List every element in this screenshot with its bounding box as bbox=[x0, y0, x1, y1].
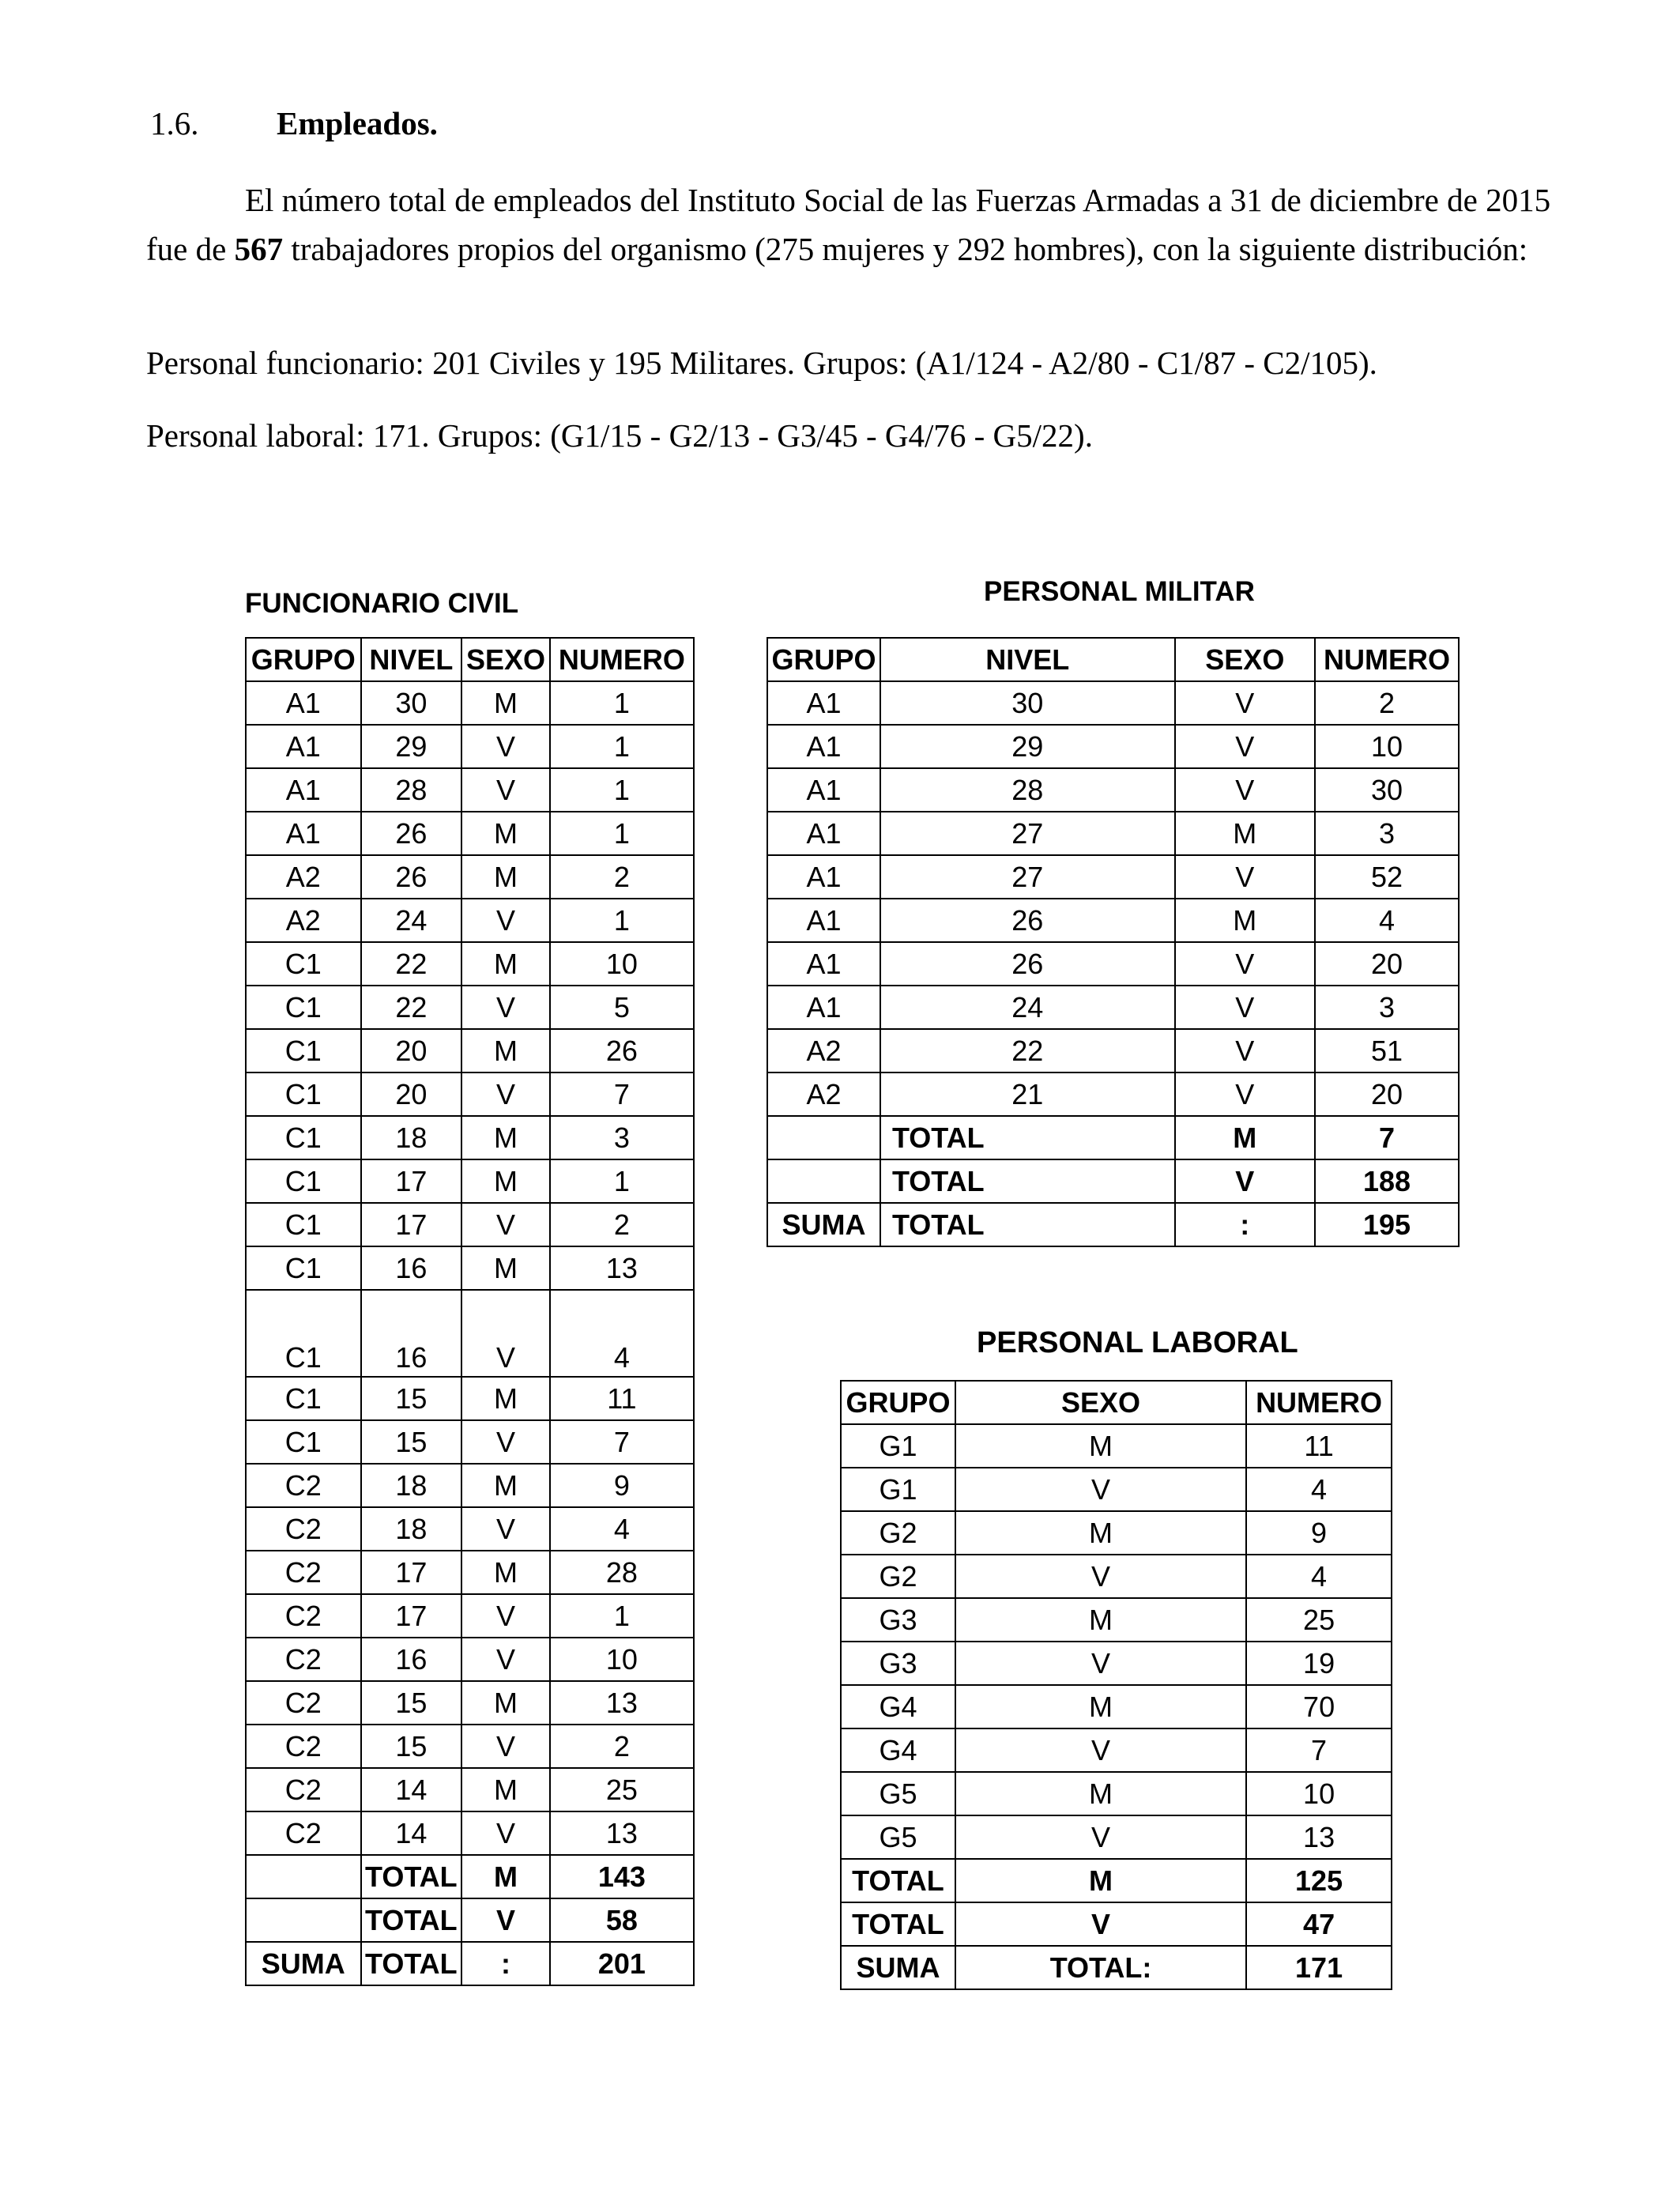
table-row bbox=[246, 1377, 694, 1420]
table-cell: 4 bbox=[1246, 1555, 1392, 1598]
table-cell: V bbox=[1175, 1029, 1316, 1072]
table-cell: C1 bbox=[246, 986, 361, 1029]
table-row bbox=[246, 1290, 694, 1377]
table-cell: 25 bbox=[1246, 1598, 1392, 1642]
table-cell: V bbox=[461, 768, 550, 812]
table-row bbox=[246, 1811, 694, 1855]
table-cell: 17 bbox=[361, 1203, 462, 1246]
table-cell bbox=[767, 1159, 880, 1203]
table-cell: TOTAL bbox=[880, 1203, 1175, 1246]
table-cell: 52 bbox=[1315, 855, 1459, 899]
table-cell: C1 bbox=[246, 1072, 361, 1116]
table-cell: G4 bbox=[841, 1728, 955, 1772]
table-cell: 7 bbox=[1315, 1116, 1459, 1159]
table-cell: V bbox=[1175, 942, 1316, 986]
table-cell: : bbox=[1175, 1203, 1316, 1246]
table-row bbox=[841, 1685, 1392, 1728]
table-row bbox=[246, 1768, 694, 1811]
table-cell: V bbox=[461, 1420, 550, 1464]
table-cell: 25 bbox=[550, 1768, 694, 1811]
table-cell: V bbox=[461, 899, 550, 942]
table-cell: TOTAL bbox=[880, 1159, 1175, 1203]
table-cell: M bbox=[461, 681, 550, 725]
table-row bbox=[246, 768, 694, 812]
table-cell: 1 bbox=[550, 681, 694, 725]
table-cell: 4 bbox=[1315, 899, 1459, 942]
table-row bbox=[841, 1598, 1392, 1642]
table-cell: A1 bbox=[246, 725, 361, 768]
table-cell: 24 bbox=[880, 986, 1175, 1029]
table-cell: 2 bbox=[550, 855, 694, 899]
table-row bbox=[246, 1203, 694, 1246]
table-cell: SUMA bbox=[767, 1203, 880, 1246]
table-cell: SUMA bbox=[246, 1942, 361, 1985]
table-cell: 26 bbox=[361, 855, 462, 899]
table-cell: C1 bbox=[246, 1203, 361, 1246]
table-cell: SEXO bbox=[1175, 638, 1316, 681]
table-cell: 17 bbox=[361, 1594, 462, 1638]
table-cell: A1 bbox=[767, 942, 880, 986]
table-row bbox=[767, 1072, 1459, 1116]
table-cell: M bbox=[461, 1768, 550, 1811]
table-cell: M bbox=[461, 1116, 550, 1159]
table-cell: 1 bbox=[550, 768, 694, 812]
table-cell: C1 bbox=[246, 1029, 361, 1072]
table-cell: NUMERO bbox=[550, 638, 694, 681]
table-cell: 18 bbox=[361, 1464, 462, 1507]
table-cell: V bbox=[461, 1290, 550, 1377]
table-cell: NIVEL bbox=[361, 638, 462, 681]
table-cell: V bbox=[955, 1815, 1246, 1859]
table-cell: 11 bbox=[1246, 1424, 1392, 1468]
table-cell: V bbox=[1175, 725, 1316, 768]
table-cell: A1 bbox=[767, 899, 880, 942]
table-cell: M bbox=[1175, 812, 1316, 855]
table-cell: C1 bbox=[246, 1420, 361, 1464]
table-cell: G2 bbox=[841, 1511, 955, 1555]
table-row bbox=[246, 1551, 694, 1594]
table-cell: C2 bbox=[246, 1681, 361, 1725]
table-cell: A1 bbox=[767, 681, 880, 725]
table-cell: M bbox=[461, 1246, 550, 1290]
table-row bbox=[246, 1420, 694, 1464]
table-cell: SEXO bbox=[461, 638, 550, 681]
table-cell: C1 bbox=[246, 1290, 361, 1377]
table-cell: 27 bbox=[880, 812, 1175, 855]
table-cell: 20 bbox=[361, 1072, 462, 1116]
table-cell: V bbox=[461, 1072, 550, 1116]
table-cell: M bbox=[955, 1424, 1246, 1468]
table-cell: 2 bbox=[550, 1725, 694, 1768]
table-cell: 13 bbox=[1246, 1815, 1392, 1859]
table-row bbox=[767, 855, 1459, 899]
table-cell: M bbox=[1175, 899, 1316, 942]
table-row bbox=[246, 942, 694, 986]
table-cell: M bbox=[461, 1551, 550, 1594]
table-row bbox=[246, 855, 694, 899]
table-row bbox=[841, 1642, 1392, 1685]
table-row bbox=[246, 1507, 694, 1551]
table-cell bbox=[246, 1898, 361, 1942]
table-cell: 10 bbox=[1246, 1772, 1392, 1815]
table-cell: 28 bbox=[361, 768, 462, 812]
table-cell: G2 bbox=[841, 1555, 955, 1598]
table-total-row bbox=[246, 1898, 694, 1942]
table-cell: TOTAL bbox=[361, 1898, 462, 1942]
table-cell: 188 bbox=[1315, 1159, 1459, 1203]
table-cell: M bbox=[955, 1772, 1246, 1815]
table-cell: A2 bbox=[246, 899, 361, 942]
table-cell: M bbox=[461, 1029, 550, 1072]
table-cell: NIVEL bbox=[880, 638, 1175, 681]
table-row bbox=[767, 942, 1459, 986]
table-header-row bbox=[246, 638, 694, 681]
table-cell: G3 bbox=[841, 1598, 955, 1642]
table-cell: M bbox=[461, 942, 550, 986]
table-cell: V bbox=[461, 986, 550, 1029]
table-cell: TOTAL bbox=[841, 1859, 955, 1902]
table-cell: 1 bbox=[550, 899, 694, 942]
table-cell: M bbox=[461, 1464, 550, 1507]
table-cell: SEXO bbox=[955, 1381, 1246, 1424]
table-cell: V bbox=[461, 1594, 550, 1638]
table-cell: 10 bbox=[550, 1638, 694, 1681]
table-cell: A1 bbox=[767, 986, 880, 1029]
table-cell: 17 bbox=[361, 1159, 462, 1203]
table-cell: V bbox=[955, 1555, 1246, 1598]
table-row bbox=[841, 1555, 1392, 1598]
table-cell: 9 bbox=[550, 1464, 694, 1507]
table-total-row bbox=[246, 1942, 694, 1985]
table-cell: 15 bbox=[361, 1681, 462, 1725]
intro-text-a: El número total de empleados del Instituto Social de las Fuerzas Armadas a 31 de diciembre de 2015 fue de bbox=[146, 182, 1551, 267]
table-cell: 10 bbox=[550, 942, 694, 986]
table-cell: C2 bbox=[246, 1507, 361, 1551]
table-row bbox=[246, 1029, 694, 1072]
table-cell: 18 bbox=[361, 1507, 462, 1551]
table-cell: 13 bbox=[550, 1811, 694, 1855]
table-cell: TOTAL bbox=[361, 1855, 462, 1898]
table-row bbox=[246, 1159, 694, 1203]
table-cell: C2 bbox=[246, 1551, 361, 1594]
table-row bbox=[841, 1728, 1392, 1772]
table-cell: 26 bbox=[550, 1029, 694, 1072]
table-cell: 195 bbox=[1315, 1203, 1459, 1246]
table-cell: 16 bbox=[361, 1290, 462, 1377]
table-cell: A1 bbox=[767, 812, 880, 855]
table-cell: 29 bbox=[880, 725, 1175, 768]
table-cell: 201 bbox=[550, 1942, 694, 1985]
table-cell: V bbox=[1175, 1072, 1316, 1116]
table-row bbox=[767, 812, 1459, 855]
table-cell: 15 bbox=[361, 1377, 462, 1420]
table-cell: : bbox=[461, 1942, 550, 1985]
table-cell bbox=[246, 1855, 361, 1898]
table-cell: A2 bbox=[246, 855, 361, 899]
table-cell: C2 bbox=[246, 1811, 361, 1855]
table-row bbox=[767, 986, 1459, 1029]
table-row bbox=[841, 1815, 1392, 1859]
table-row bbox=[246, 1594, 694, 1638]
table-total-row bbox=[246, 1855, 694, 1898]
table-cell: C1 bbox=[246, 1159, 361, 1203]
table-cell: 7 bbox=[550, 1072, 694, 1116]
table-cell: C1 bbox=[246, 1377, 361, 1420]
table-cell: NUMERO bbox=[1315, 638, 1459, 681]
table-cell: 22 bbox=[361, 942, 462, 986]
table-cell: A1 bbox=[246, 681, 361, 725]
table-cell: V bbox=[461, 1811, 550, 1855]
table-cell: M bbox=[955, 1859, 1246, 1902]
table-cell: 30 bbox=[880, 681, 1175, 725]
civil-table-title: FUNCIONARIO CIVIL bbox=[245, 588, 519, 619]
table-cell: V bbox=[1175, 681, 1316, 725]
civil-table bbox=[245, 637, 695, 1986]
table-cell: 22 bbox=[361, 986, 462, 1029]
table-cell: G1 bbox=[841, 1424, 955, 1468]
table-cell: C2 bbox=[246, 1725, 361, 1768]
table-cell: TOTAL bbox=[880, 1116, 1175, 1159]
table-cell: 7 bbox=[1246, 1728, 1392, 1772]
table-cell: 5 bbox=[550, 986, 694, 1029]
table-cell: TOTAL bbox=[841, 1902, 955, 1946]
table-cell: 16 bbox=[361, 1638, 462, 1681]
table-cell: M bbox=[1175, 1116, 1316, 1159]
table-cell: V bbox=[461, 1203, 550, 1246]
table-cell: 3 bbox=[1315, 812, 1459, 855]
table-cell: 26 bbox=[880, 942, 1175, 986]
table-cell: 15 bbox=[361, 1420, 462, 1464]
table-cell: V bbox=[955, 1468, 1246, 1511]
table-total-row bbox=[841, 1902, 1392, 1946]
table-cell: C2 bbox=[246, 1464, 361, 1507]
table-cell: C1 bbox=[246, 942, 361, 986]
table-cell: GRUPO bbox=[841, 1381, 955, 1424]
table-cell: 125 bbox=[1246, 1859, 1392, 1902]
table-cell: A2 bbox=[767, 1029, 880, 1072]
table-cell: M bbox=[955, 1598, 1246, 1642]
table-cell: 22 bbox=[880, 1029, 1175, 1072]
table-row bbox=[246, 899, 694, 942]
table-cell: V bbox=[1175, 768, 1316, 812]
table-cell: M bbox=[461, 812, 550, 855]
table-cell: A1 bbox=[767, 725, 880, 768]
table-cell: V bbox=[461, 1638, 550, 1681]
table-cell: SUMA bbox=[841, 1946, 955, 1989]
table-cell: C2 bbox=[246, 1638, 361, 1681]
table-row bbox=[767, 725, 1459, 768]
table-cell: TOTAL bbox=[361, 1942, 462, 1985]
table-cell: V bbox=[461, 725, 550, 768]
table-cell: 2 bbox=[1315, 681, 1459, 725]
table-cell: 20 bbox=[1315, 942, 1459, 986]
table-cell: 7 bbox=[550, 1420, 694, 1464]
table-cell: 15 bbox=[361, 1725, 462, 1768]
militar-table-title: PERSONAL MILITAR bbox=[984, 576, 1255, 607]
table-cell: 3 bbox=[1315, 986, 1459, 1029]
table-cell: G1 bbox=[841, 1468, 955, 1511]
table-cell: A1 bbox=[767, 855, 880, 899]
table-cell: A2 bbox=[767, 1072, 880, 1116]
table-row bbox=[841, 1424, 1392, 1468]
table-row bbox=[767, 681, 1459, 725]
table-cell: 4 bbox=[550, 1507, 694, 1551]
table-header-row bbox=[841, 1381, 1392, 1424]
table-cell: 4 bbox=[1246, 1468, 1392, 1511]
table-total-row bbox=[767, 1203, 1459, 1246]
table-row bbox=[246, 1246, 694, 1290]
intro-text-b: trabajadores propios del organismo (275 mujeres y 292 hombres), con la siguiente distribución: bbox=[283, 231, 1528, 267]
table-cell: 1 bbox=[550, 725, 694, 768]
table-cell: 14 bbox=[361, 1768, 462, 1811]
section-heading bbox=[150, 104, 438, 142]
total-employees: 567 bbox=[234, 231, 284, 267]
table-row bbox=[246, 986, 694, 1029]
table-cell: 70 bbox=[1246, 1685, 1392, 1728]
table-cell: 26 bbox=[880, 899, 1175, 942]
table-cell: M bbox=[955, 1511, 1246, 1555]
laboral-table bbox=[840, 1380, 1392, 1990]
table-row bbox=[246, 812, 694, 855]
table-row bbox=[246, 1116, 694, 1159]
table-cell: C1 bbox=[246, 1116, 361, 1159]
table-cell: M bbox=[461, 1377, 550, 1420]
table-cell: G4 bbox=[841, 1685, 955, 1728]
table-cell: V bbox=[1175, 855, 1316, 899]
table-cell: C2 bbox=[246, 1594, 361, 1638]
table-cell: 27 bbox=[880, 855, 1175, 899]
table-cell: 28 bbox=[550, 1551, 694, 1594]
table-cell: V bbox=[1175, 1159, 1316, 1203]
table-cell: 47 bbox=[1246, 1902, 1392, 1946]
table-row bbox=[841, 1468, 1392, 1511]
table-row bbox=[246, 681, 694, 725]
table-cell: 3 bbox=[550, 1116, 694, 1159]
table-row bbox=[246, 1638, 694, 1681]
table-cell: 19 bbox=[1246, 1642, 1392, 1685]
table-cell: GRUPO bbox=[767, 638, 880, 681]
table-cell: NUMERO bbox=[1246, 1381, 1392, 1424]
table-cell: 1 bbox=[550, 1159, 694, 1203]
table-cell: 21 bbox=[880, 1072, 1175, 1116]
table-cell bbox=[767, 1116, 880, 1159]
table-cell: 14 bbox=[361, 1811, 462, 1855]
table-cell: 20 bbox=[1315, 1072, 1459, 1116]
table-row bbox=[767, 899, 1459, 942]
table-cell: 143 bbox=[550, 1855, 694, 1898]
table-cell: G3 bbox=[841, 1642, 955, 1685]
table-total-row bbox=[767, 1159, 1459, 1203]
table-cell: 2 bbox=[550, 1203, 694, 1246]
funcionario-paragraph: Personal funcionario: 201 Civiles y 195 Militares. Grupos: (A1/124 - A2/80 - C1/87 - C2/105). bbox=[146, 345, 1377, 381]
table-cell: 24 bbox=[361, 899, 462, 942]
table-cell: V bbox=[955, 1728, 1246, 1772]
table-row bbox=[767, 1029, 1459, 1072]
table-cell: 4 bbox=[550, 1290, 694, 1377]
table-cell: V bbox=[955, 1902, 1246, 1946]
table-cell: 58 bbox=[550, 1898, 694, 1942]
table-total-row bbox=[841, 1946, 1392, 1989]
table-cell: TOTAL: bbox=[955, 1946, 1246, 1989]
table-cell: M bbox=[461, 1855, 550, 1898]
table-cell: 13 bbox=[550, 1246, 694, 1290]
table-row bbox=[246, 1464, 694, 1507]
section-title: Empleados. bbox=[277, 105, 438, 141]
table-cell: 30 bbox=[1315, 768, 1459, 812]
table-row bbox=[246, 1681, 694, 1725]
table-total-row bbox=[841, 1859, 1392, 1902]
table-row bbox=[246, 1072, 694, 1116]
table-cell: V bbox=[461, 1725, 550, 1768]
table-cell: 29 bbox=[361, 725, 462, 768]
table-cell: M bbox=[461, 1681, 550, 1725]
table-total-row bbox=[767, 1116, 1459, 1159]
table-cell: 26 bbox=[361, 812, 462, 855]
table-cell: 10 bbox=[1315, 725, 1459, 768]
table-cell: A1 bbox=[246, 812, 361, 855]
table-row bbox=[841, 1772, 1392, 1815]
table-cell: A1 bbox=[246, 768, 361, 812]
table-cell: 30 bbox=[361, 681, 462, 725]
militar-table bbox=[767, 637, 1460, 1247]
table-cell: 51 bbox=[1315, 1029, 1459, 1072]
table-cell: V bbox=[1175, 986, 1316, 1029]
table-cell: 17 bbox=[361, 1551, 462, 1594]
table-cell: 171 bbox=[1246, 1946, 1392, 1989]
table-cell: V bbox=[461, 1507, 550, 1551]
table-row bbox=[246, 725, 694, 768]
table-cell: 28 bbox=[880, 768, 1175, 812]
table-cell: V bbox=[461, 1898, 550, 1942]
table-cell: V bbox=[955, 1642, 1246, 1685]
table-cell: A1 bbox=[767, 768, 880, 812]
intro-paragraph bbox=[146, 175, 1553, 273]
section-number: 1.6. bbox=[150, 105, 199, 141]
table-cell: G5 bbox=[841, 1772, 955, 1815]
table-cell: 9 bbox=[1246, 1511, 1392, 1555]
laboral-table-title: PERSONAL LABORAL bbox=[977, 1326, 1298, 1359]
table-cell: M bbox=[461, 855, 550, 899]
table-cell: 1 bbox=[550, 812, 694, 855]
table-row bbox=[841, 1511, 1392, 1555]
table-cell: M bbox=[955, 1685, 1246, 1728]
table-cell: 18 bbox=[361, 1116, 462, 1159]
table-cell: 11 bbox=[550, 1377, 694, 1420]
table-cell: GRUPO bbox=[246, 638, 361, 681]
table-row bbox=[246, 1725, 694, 1768]
table-cell: 20 bbox=[361, 1029, 462, 1072]
laboral-paragraph: Personal laboral: 171. Grupos: (G1/15 - G2/13 - G3/45 - G4/76 - G5/22). bbox=[146, 417, 1093, 454]
table-row bbox=[767, 768, 1459, 812]
table-cell: M bbox=[461, 1159, 550, 1203]
table-cell: 13 bbox=[550, 1681, 694, 1725]
table-cell: 1 bbox=[550, 1594, 694, 1638]
table-cell: 16 bbox=[361, 1246, 462, 1290]
table-cell: C2 bbox=[246, 1768, 361, 1811]
table-cell: G5 bbox=[841, 1815, 955, 1859]
table-header-row bbox=[767, 638, 1459, 681]
table-cell: C1 bbox=[246, 1246, 361, 1290]
